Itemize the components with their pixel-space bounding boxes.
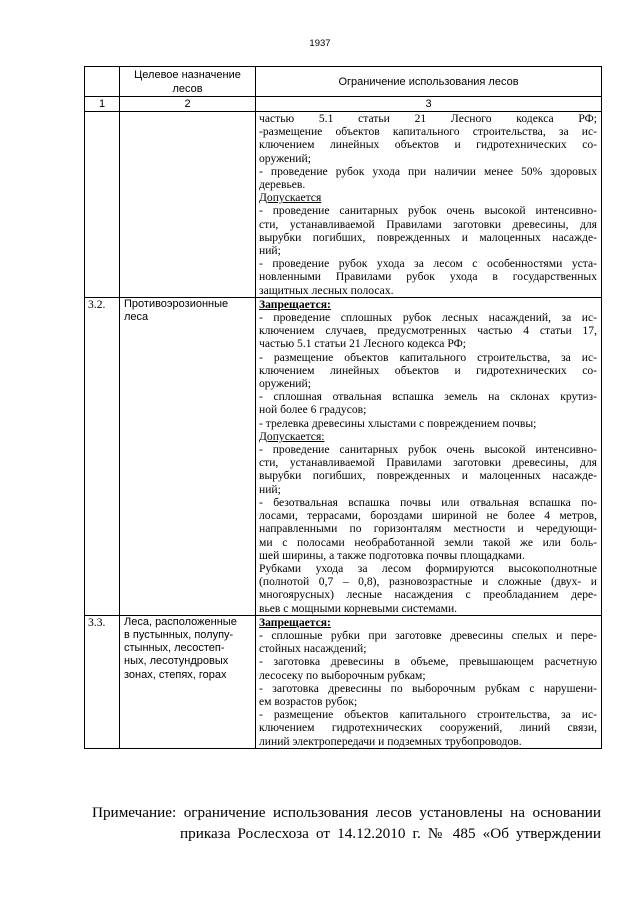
row-3-3-prohibited-line: ем возрастов рубок; bbox=[259, 694, 358, 708]
continuation-allowed-line: сти, устанавливаемой Правилами заготовки древесины, для bbox=[259, 217, 597, 231]
table-numbering-row bbox=[85, 97, 602, 112]
continuation-allowed-line: защитных лесных полосах. bbox=[259, 283, 394, 297]
row-3-2-allowed-line: шей ширины, а также подготовка почвы площадками. bbox=[259, 548, 525, 562]
row-3-2-allowed-line: - безотвальная вспашка почвы или отвальная вспашка по- bbox=[259, 495, 597, 509]
forest-restrictions-table bbox=[84, 66, 602, 749]
row-3-2-number: 3.2. bbox=[85, 297, 120, 615]
table-header-row bbox=[85, 67, 602, 97]
row-3-2-prohibited-line: оружений; bbox=[259, 377, 311, 391]
row-3-2-prohibited-line: - сплошная отвальная вспашка земель на склонах крутиз- bbox=[259, 390, 597, 404]
continuation-allowed-line: - проведение рубок ухода за лесом с особенностями уста- bbox=[259, 257, 597, 271]
continuation-allowed-line: - проведение санитарных рубок очень высокой интенсивно- bbox=[259, 204, 597, 218]
row-3-3-prohibited-line: ключением гидротехнических сооружений, линий связи, bbox=[259, 721, 597, 735]
row-3-2-prohibited-line: - размещение объектов капитального строительства, за ис- bbox=[259, 350, 597, 364]
row-3-2-allowed-line: сти, устанавливаемой Правилами заготовки древесины, для bbox=[259, 456, 597, 470]
continuation-line: - проведение рубок ухода при наличии менее 50% здоровых bbox=[259, 164, 597, 178]
row-3-3-prohibited-line: линий электропередачи и подземных трубопроводов. bbox=[259, 734, 522, 748]
footnote-line: приказа Рослесхоза от 14.12.2010 г. № 485 «Об утверждении bbox=[180, 824, 601, 842]
continuation-content-cell bbox=[256, 112, 602, 298]
page-number: 1937 bbox=[309, 38, 331, 49]
numbering-cell-1: 1 bbox=[85, 97, 120, 112]
continuation-purpose-cell bbox=[120, 112, 256, 298]
continuation-line: деревьев. bbox=[259, 178, 306, 192]
row-3-3-purpose-line: Леса, расположенные bbox=[124, 615, 237, 628]
row-3-3-purpose bbox=[120, 615, 256, 748]
row-3-3-content bbox=[256, 615, 602, 748]
continuation-line: частью 5.1 статьи 21 Лесного кодекса РФ; bbox=[259, 112, 597, 125]
header-purpose-line2: лесов bbox=[172, 82, 203, 95]
header-cell-number bbox=[85, 67, 120, 97]
row-3-3-prohibited-heading: Запрещается: bbox=[259, 615, 331, 629]
row-3-2-allowed-line: лосами, террасами, бороздами шириной не более 4 метров, bbox=[259, 509, 597, 523]
row-3-2-prohibited-line: - трелевка древесины хлыстами с повреждением почвы; bbox=[259, 416, 537, 430]
row-3-2-allowed-line: Рубками ухода за лесом формируются высокополнотные bbox=[259, 561, 597, 575]
row-3-2-purpose-line: Противоэрозионные bbox=[124, 297, 229, 310]
row-3-3-prohibited-line: - заготовка древесины по выборочным рубкам с нарушени- bbox=[259, 681, 597, 695]
row-3-2-allowed-line: (полнотой 0,7 – 0,8), разновозрастные и сложные (двух- и bbox=[259, 575, 597, 589]
row-3-2-allowed-line: - проведение санитарных рубок очень высокой интенсивно- bbox=[259, 443, 597, 457]
header-cell-restriction: Ограничение использования лесов bbox=[256, 67, 602, 97]
row-3-2-content bbox=[256, 297, 602, 615]
numbering-cell-3: 3 bbox=[256, 97, 602, 112]
header-cell-purpose bbox=[120, 67, 256, 97]
continuation-allowed-line: вырубки погибших, поврежденных и малоценных насажде- bbox=[259, 230, 597, 244]
row-3-2-purpose-line: леса bbox=[124, 311, 149, 324]
header-purpose-line1: Целевое назначение bbox=[134, 68, 241, 81]
row-3-2-prohibited-line: ной более 6 градусов; bbox=[259, 403, 367, 417]
row-3-2-purpose bbox=[120, 297, 256, 615]
row-3-2-prohibited-line: - проведение сплошных рубок лесных насаждений, за ис- bbox=[259, 311, 597, 325]
row-3-2-allowed-line: ми с полосами необработанной земли такой же или боль- bbox=[259, 535, 597, 549]
row-3-3-purpose-line: стынных, лесостеп- bbox=[124, 642, 225, 655]
row-3-3-purpose-line: ных, лесотундровых bbox=[124, 655, 229, 668]
row-3-3-prohibited-line: - сплошные рубки при заготовке древесины спелых и пере- bbox=[259, 628, 597, 642]
row-3-2-prohibited-line: ключением случаев, предусмотренных частью 4 статьи 17, bbox=[259, 324, 597, 338]
row-3-3-purpose-line: зонах, степях, горах bbox=[124, 668, 227, 681]
continuation-allowed-heading: Допускается bbox=[259, 191, 322, 205]
row-3-2-allowed-line: многоярусных) лесные насаждения с преобладанием дере- bbox=[259, 588, 597, 602]
row-3-2-allowed-line: вырубки погибших, поврежденных и малоценных насажде- bbox=[259, 469, 597, 483]
table-row-3-3 bbox=[85, 615, 602, 748]
footnote-line: Примечание: ограничение использования лесов установлены на основании bbox=[92, 804, 601, 821]
row-3-2-prohibited-heading: Запрещается: bbox=[259, 297, 331, 311]
row-3-2-allowed-heading: Допускается: bbox=[259, 429, 325, 443]
continuation-allowed-line: новленными Правилами рубок ухода в государственных bbox=[259, 270, 597, 284]
continuation-line: оружений; bbox=[259, 151, 311, 165]
row-3-3-purpose-line: в пустынных, полупу- bbox=[124, 628, 234, 641]
continuation-number-cell bbox=[85, 112, 120, 298]
row-3-3-prohibited-line: стойных насаждений; bbox=[259, 642, 367, 656]
row-3-3-prohibited-line: - размещение объектов капитального строительства, за ис- bbox=[259, 708, 597, 722]
row-3-2-allowed-line: вьев с мощными корневыми системами. bbox=[259, 601, 458, 615]
row-3-3-number: 3.3. bbox=[85, 615, 120, 748]
row-3-3-prohibited-line: - заготовка древесины в объеме, превышающем расчетную bbox=[259, 655, 597, 669]
continuation-line: ключением линейных объектов и гидротехнических со- bbox=[259, 138, 597, 152]
row-3-2-allowed-line: направленными по горизонталям местности и чередующи- bbox=[259, 522, 597, 536]
table-row-continuation bbox=[85, 112, 602, 298]
numbering-cell-2: 2 bbox=[120, 97, 256, 112]
table-row-3-2 bbox=[85, 297, 602, 615]
continuation-allowed-line: ний; bbox=[259, 244, 281, 258]
row-3-2-allowed-line: ний; bbox=[259, 482, 281, 496]
row-3-2-prohibited-line: ключением линейных объектов и гидротехнических со- bbox=[259, 363, 597, 377]
row-3-2-prohibited-line: частью 5.1 статьи 21 Лесного кодекса РФ; bbox=[259, 337, 466, 351]
footnote bbox=[92, 803, 601, 844]
continuation-line: -размещение объектов капитального строительства, за ис- bbox=[259, 125, 597, 139]
row-3-3-prohibited-line: лесосеку по выборочным рубкам; bbox=[259, 668, 426, 682]
